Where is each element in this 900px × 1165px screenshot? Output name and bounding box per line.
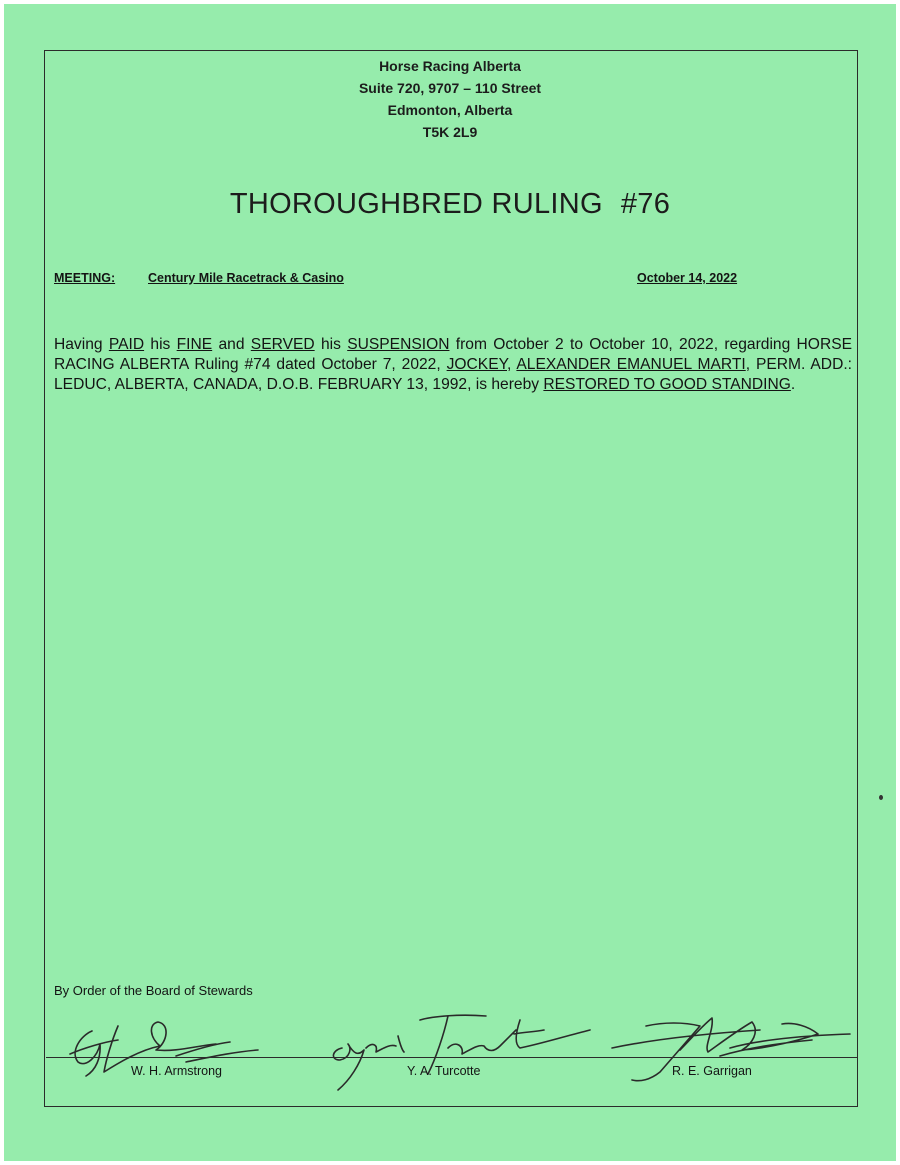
restored-term: RESTORED TO GOOD STANDING <box>543 376 791 393</box>
signature-line <box>46 1057 858 1058</box>
served-term: SERVED <box>250 336 315 353</box>
steward-name-3: R. E. Garrigan <box>672 1064 752 1078</box>
fine-term: FINE <box>176 336 213 353</box>
meeting-date: October 14, 2022 <box>637 271 738 285</box>
org-postal-code: T5K 2L9 <box>422 124 478 140</box>
ruling-body: Having PAID his FINE and SERVED his SUSPENSION from October 2 to October 10, 2022, regarding HORSE RACING ALBERTA Ruling #74 dated October 7, 2022, JOCKEY, ALEXANDER EMANUEL MARTI, PERM. ADD.: LEDUC, ALBERTA, CANADA, D.O.B. FEBRUARY 13, 1992, is hereby RESTORED TO GOOD STANDING. <box>54 336 853 393</box>
meeting-venue: Century Mile Racetrack & Casino <box>148 271 344 285</box>
org-address-line1: Suite 720, 9707 – 110 Street <box>358 80 542 96</box>
steward-name-1: W. H. Armstrong <box>131 1064 222 1078</box>
jockey-name: ALEXANDER EMANUEL MARTI <box>516 356 746 373</box>
org-name: Horse Racing Alberta <box>379 58 521 74</box>
ruling-title-text: THOROUGHBRED RULING <box>229 188 603 220</box>
jockey-term: JOCKEY <box>446 356 507 373</box>
suspension-term: SUSPENSION <box>347 336 450 353</box>
board-order-line: By Order of the Board of Stewards <box>54 983 253 998</box>
org-address-line2: Edmonton, Alberta <box>387 102 513 118</box>
scan-speck <box>879 795 883 800</box>
signature-turcotte <box>333 1015 590 1090</box>
ruling-number: #76 <box>620 188 671 220</box>
steward-name-2: Y. A. Turcotte <box>407 1064 481 1078</box>
meeting-label: MEETING: <box>54 271 116 285</box>
paid-term: PAID <box>108 336 145 353</box>
